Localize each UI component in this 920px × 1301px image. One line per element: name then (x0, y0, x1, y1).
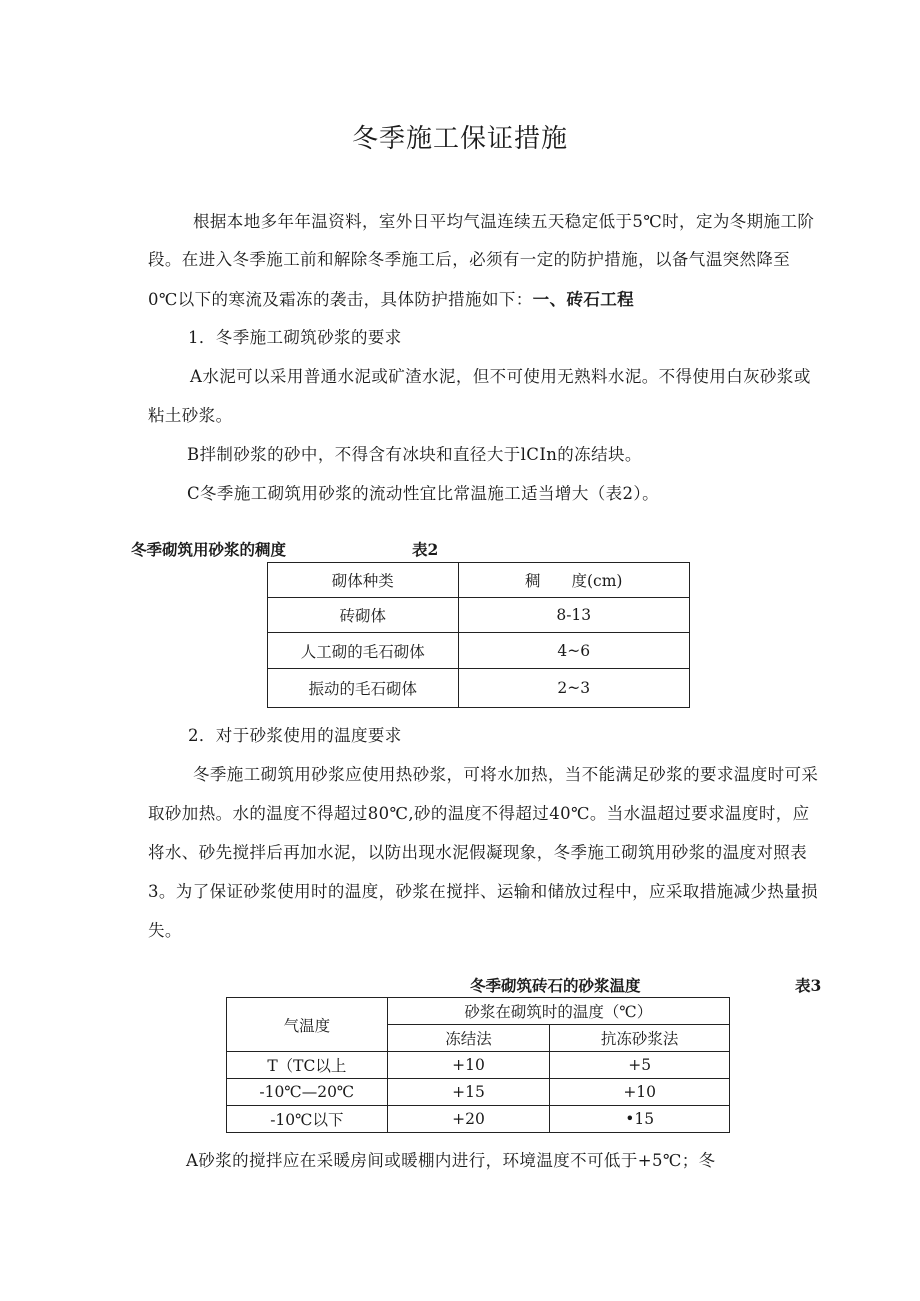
intro-line-3-text: 0℃以下的寒流及霜冻的袭击，具体防护措施如下： (148, 290, 533, 309)
section1-a-line-2: 粘土砂浆。 (148, 406, 233, 425)
section2-line-4: 3。为了保证砂浆使用时的温度，砂浆在搅拌、运输和储放过程中，应采取措施减少热量损 (148, 882, 818, 901)
table3-cell: T（TC以上 (227, 1052, 388, 1079)
section2-line-5: 失。 (148, 921, 182, 940)
section1-c: C冬季施工砌筑用砂浆的流动性宜比常温施工适当增大（表2）。 (187, 484, 659, 503)
section1-heading: 1．冬季施工砌筑砂浆的要求 (188, 328, 402, 347)
table-row (227, 1106, 730, 1133)
section2-line-1: 冬季施工砌筑用砂浆应使用热砂浆，可将水加热，当不能满足砂浆的要求温度时可采 (193, 765, 819, 784)
table3 (226, 997, 730, 1133)
table3-cell: +5 (550, 1052, 730, 1079)
intro-line-2: 段。在进入冬季施工前和解除冬季施工后，必须有一定的防护措施，以备气温突然降至 (148, 250, 791, 269)
table3-cell: +10 (550, 1079, 730, 1106)
intro-line-1: 根据本地多年年温资料，室外日平均气温连续五天稳定低于5℃时，定为冬期施工阶 (193, 212, 815, 231)
table3-cell: +20 (387, 1106, 550, 1133)
table2-header-cell: 稠 度(cm) (458, 563, 690, 598)
table-row (227, 1079, 730, 1106)
table2-caption: 冬季砌筑用砂浆的稠度 (131, 540, 287, 559)
table3-caption: 冬季砌筑砖石的砂浆温度 (470, 976, 641, 995)
intro-line-3 (148, 286, 634, 310)
table2-cell: 2~3 (458, 669, 690, 708)
table2-cell: 砖砌体 (268, 598, 459, 633)
table3-label: 表3 (795, 976, 822, 995)
section1-a-line-1: A水泥可以采用普通水泥或矿渣水泥，但不可使用无熟料水泥。不得使用白灰砂浆或 (190, 367, 811, 386)
table-row (268, 598, 690, 633)
table2-label: 表2 (412, 540, 439, 559)
table-row (268, 633, 690, 669)
table3-cell: -10℃以下 (227, 1106, 388, 1133)
section2-heading: 2．对于砂浆使用的温度要求 (188, 726, 402, 745)
table3-cell: +15 (387, 1079, 550, 1106)
section2-line-3: 将水、砂先搅拌后再加水泥，以防出现水泥假凝现象，冬季施工砌筑用砂浆的温度对照表 (148, 843, 808, 862)
table3-group-header: 砂浆在砌筑时的温度（℃） (387, 998, 729, 1025)
table3-subheader-cell: 抗冻砂浆法 (550, 1025, 730, 1052)
footer-line: A砂浆的搅拌应在采暖房间或暖棚内进行，环境温度不可低于+5℃；冬 (186, 1151, 716, 1170)
section1-b: B拌制砂浆的砂中，不得含有冰块和直径大于lCIn的冻结块。 (187, 445, 642, 464)
table3-cell: -10℃—20℃ (227, 1079, 388, 1106)
table-row (227, 1052, 730, 1079)
table-row (268, 669, 690, 708)
table3-cell: +10 (387, 1052, 550, 1079)
page-title: 冬季施工保证措施 (351, 124, 568, 154)
table2-cell: 人工砌的毛石砌体 (268, 633, 459, 669)
table2-header-cell: 砌体种类 (268, 563, 459, 598)
table3-subheader-cell: 冻结法 (387, 1025, 550, 1052)
table3-header-cell: 气温度 (227, 998, 388, 1052)
table3-cell: •15 (550, 1106, 730, 1133)
table2-cell: 振动的毛石砌体 (268, 669, 459, 708)
table2 (267, 562, 690, 708)
section-heading-masonry: 一、砖石工程 (532, 290, 635, 309)
table2-cell: 8-13 (458, 598, 690, 633)
section2-line-2: 取砂加热。水的温度不得超过80℃,砂的温度不得超过40℃。当水温超过要求温度时，应 (148, 804, 810, 823)
table2-cell: 4~6 (458, 633, 690, 669)
